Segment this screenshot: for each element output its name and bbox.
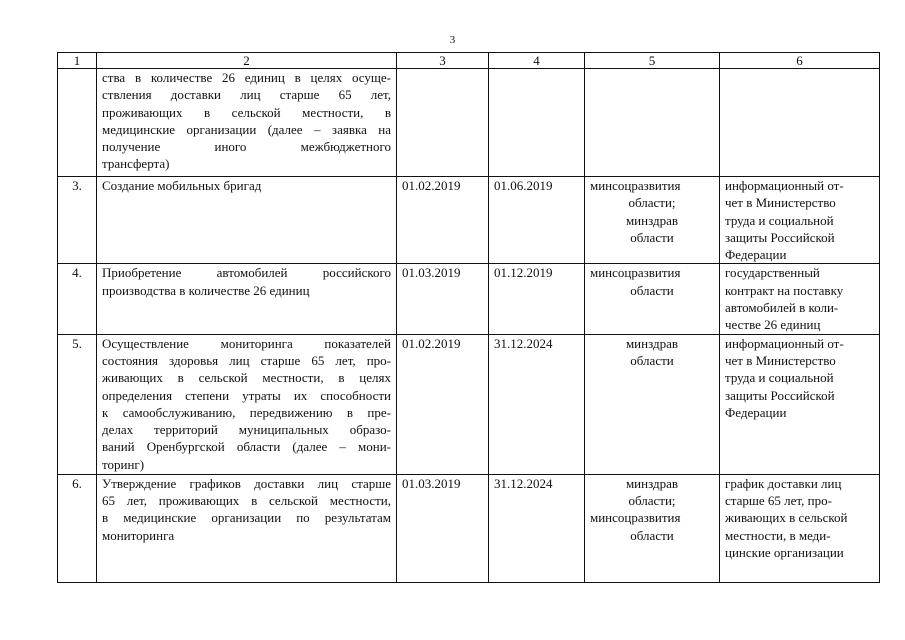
table-row — [58, 334, 880, 474]
table-row — [58, 69, 880, 177]
text-line: области — [630, 229, 674, 245]
start-date: 01.03.2019 — [397, 474, 489, 582]
measure-description — [97, 334, 397, 474]
text-line: 65 лет, проживающих в сельской местности, — [102, 492, 391, 508]
start-date: 01.02.2019 — [397, 177, 489, 264]
text-line: ваний Оренбургской области (далее – мони- — [102, 439, 391, 455]
table-row — [58, 177, 880, 264]
text-line: медицинские организации (далее – заявка на — [102, 121, 391, 137]
row-number: 5. — [58, 334, 97, 474]
table-row — [58, 264, 880, 334]
measure-description — [97, 177, 397, 264]
column-number: 6 — [720, 53, 880, 69]
text-line: области; — [628, 195, 676, 211]
text-line: Утверждение графиков доставки лиц старше — [102, 475, 391, 491]
row-number: 4. — [58, 264, 97, 334]
responsible-executor — [585, 334, 720, 474]
text-line: график доставки лиц — [725, 475, 842, 491]
column-number: 1 — [58, 53, 97, 69]
text-line: старше 65 лет, про- — [725, 492, 832, 508]
text-line: области — [630, 527, 674, 543]
column-number: 5 — [585, 53, 720, 69]
expected-result — [720, 474, 880, 582]
plan-table — [57, 52, 880, 583]
text-line: местности, в меди- — [725, 527, 831, 543]
text-line: Осуществление мониторинга показателей — [102, 335, 391, 351]
text-line: информационный от- — [725, 335, 844, 351]
expected-result — [720, 177, 880, 264]
text-line: к самообслуживанию, передвижению в пре- — [102, 404, 391, 420]
text-line: трансферта) — [102, 156, 170, 172]
text-line: защиты Российской — [725, 229, 835, 245]
responsible-executor — [585, 177, 720, 264]
column-number: 2 — [97, 53, 397, 69]
text-line: труда и социальной — [725, 370, 834, 386]
expected-result — [720, 334, 880, 474]
column-number: 3 — [397, 53, 489, 69]
start-date: 01.03.2019 — [397, 264, 489, 334]
text-line: делах территорий муниципальных образо- — [102, 422, 391, 438]
text-line: информационный от- — [725, 178, 844, 193]
text-line: минздрав — [625, 212, 679, 228]
responsible-executor — [585, 69, 720, 177]
text-line: минздрав — [625, 335, 679, 351]
table-row — [58, 474, 880, 582]
text-line: Создание мобильных бригад — [102, 178, 262, 193]
text-line: мониторинга — [102, 527, 175, 543]
text-line: области — [630, 352, 674, 368]
text-line: чет в Министерство — [725, 352, 836, 368]
text-line: получение иного межбюджетного — [102, 139, 391, 155]
text-line: в медицинские организации по результатам — [102, 510, 391, 526]
text-line: минздрав — [625, 475, 679, 491]
text-line: производства в количестве 26 единиц — [102, 282, 310, 298]
text-line: минсоцразвития — [590, 510, 681, 526]
text-line: минсоцразвития — [590, 265, 681, 281]
text-line: состояния здоровья лиц старше 65 лет, про- — [102, 352, 391, 368]
measure-description — [97, 69, 397, 177]
text-line: области — [630, 282, 674, 298]
row-number — [58, 69, 97, 177]
text-line: Федерации — [725, 247, 787, 263]
text-line: Федерации — [725, 404, 787, 420]
start-date — [397, 69, 489, 177]
text-line: проживающих в сельской местности, в — [102, 104, 391, 120]
text-line: минсоцразвития — [590, 178, 681, 193]
page-number: 3 — [449, 34, 456, 46]
end-date — [489, 69, 585, 177]
text-line: государственный — [725, 265, 820, 281]
text-line: Приобретение автомобилей российского — [102, 265, 391, 281]
text-line: автомобилей в коли- — [725, 300, 839, 316]
column-number: 4 — [489, 53, 585, 69]
responsible-executor — [585, 264, 720, 334]
text-line: цинские организации — [725, 544, 844, 560]
end-date: 01.06.2019 — [489, 177, 585, 264]
end-date: 31.12.2024 — [489, 474, 585, 582]
responsible-executor — [585, 474, 720, 582]
expected-result — [720, 69, 880, 177]
text-line: области; — [628, 492, 676, 508]
text-line: труда и социальной — [725, 212, 834, 228]
end-date: 01.12.2019 — [489, 264, 585, 334]
text-line: торинг) — [102, 456, 145, 472]
text-line: живающих в сельской местности, в целях — [102, 370, 391, 386]
text-line: ствления доставки лиц старше 65 лет, — [102, 87, 391, 103]
text-line: чет в Министерство — [725, 195, 836, 211]
expected-result — [720, 264, 880, 334]
column-number-row — [58, 53, 880, 69]
text-line: контракт на поставку — [725, 282, 844, 298]
text-line: честве 26 единиц — [725, 317, 821, 333]
text-line: ства в количестве 26 единиц в целях осуще- — [102, 70, 391, 85]
row-number: 3. — [58, 177, 97, 264]
measure-description — [97, 264, 397, 334]
measure-description — [97, 474, 397, 582]
row-number: 6. — [58, 474, 97, 582]
start-date: 01.02.2019 — [397, 334, 489, 474]
text-line: живающих в сельской — [725, 510, 848, 526]
text-line: определения степени утраты их способности — [102, 387, 391, 403]
text-line: защиты Российской — [725, 387, 835, 403]
end-date: 31.12.2024 — [489, 334, 585, 474]
